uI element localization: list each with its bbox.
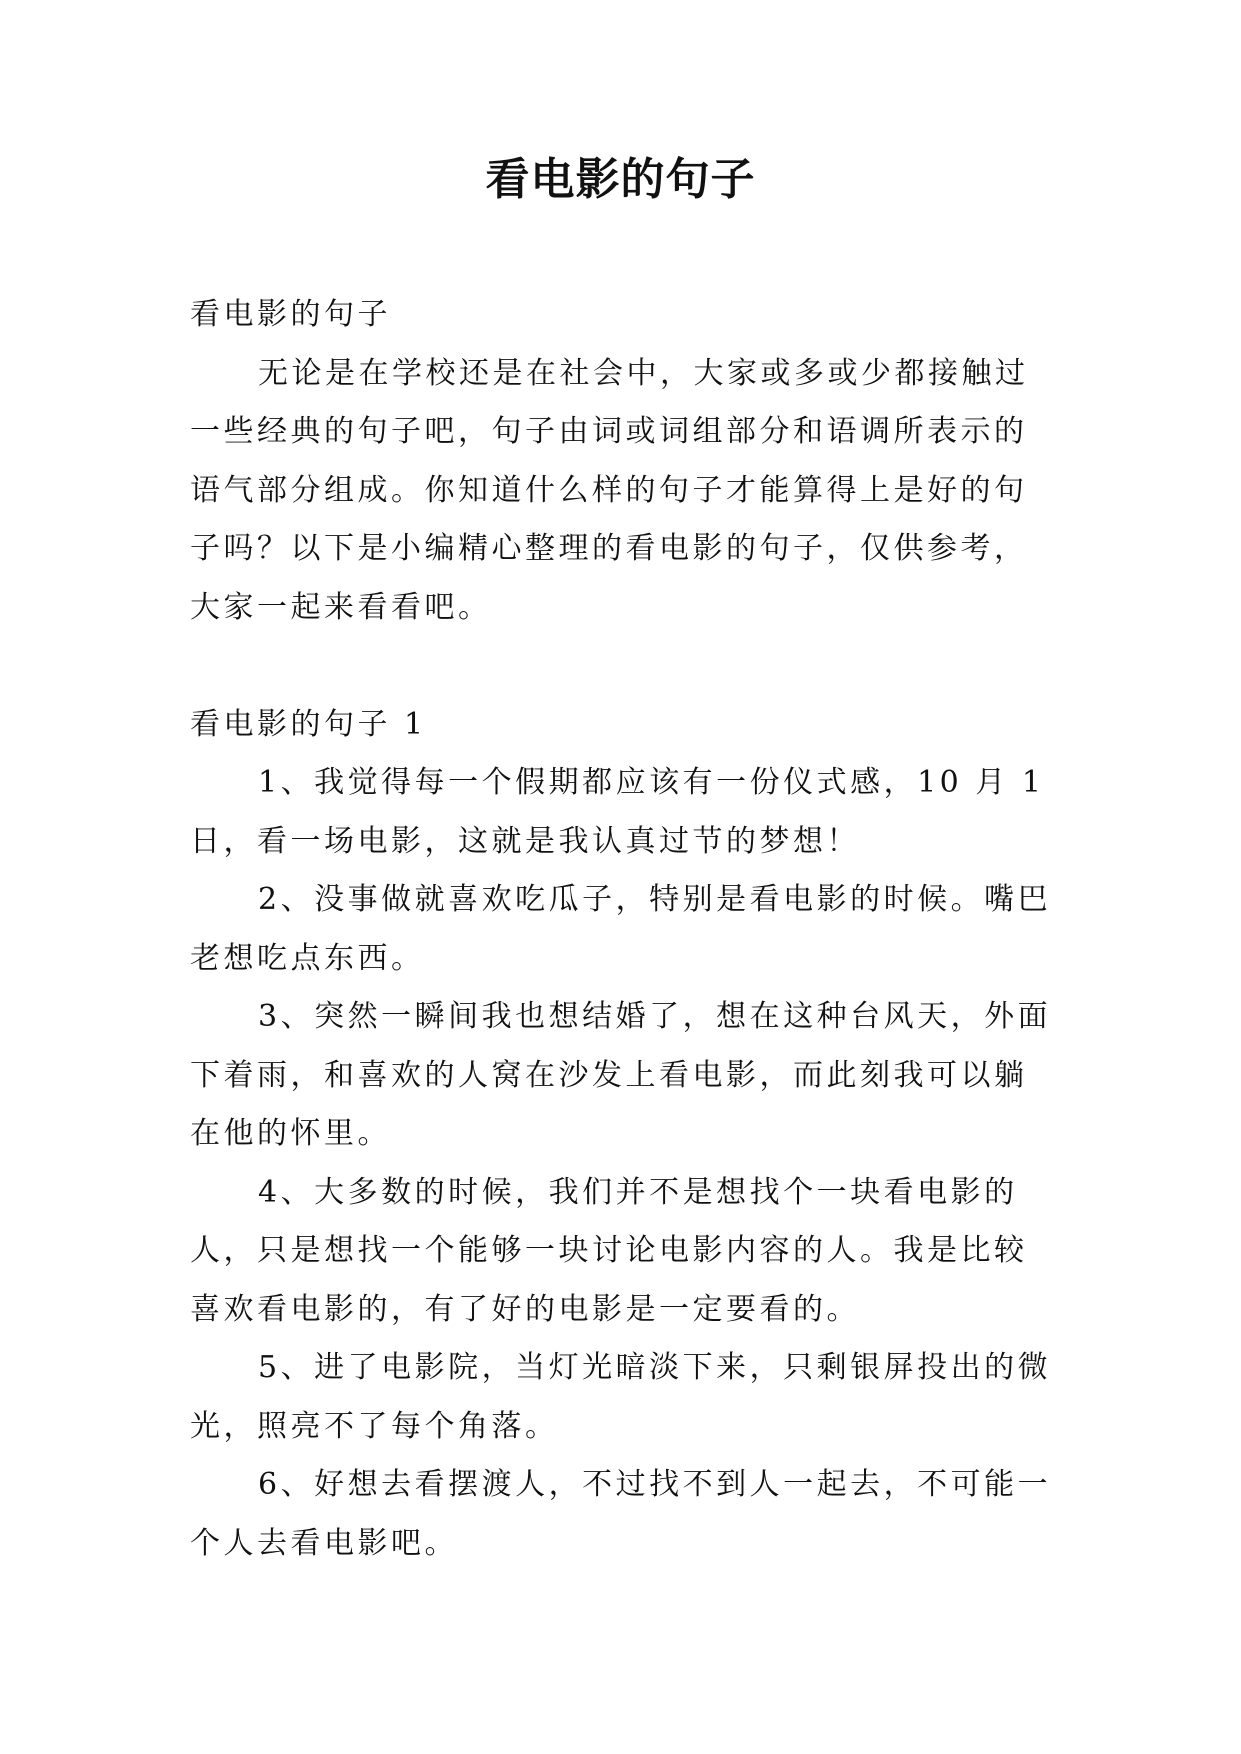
section-heading: 看电影的句子 1 xyxy=(190,706,427,742)
intro-heading: 看电影的句子 xyxy=(190,297,391,332)
intro-paragraph: 无论是在学校还是在社会中，大家或多或少都接触过一些经典的句子吧，句子由词或词组部分和语调所表示的语气部分组成。你知道什么样的句子才能算得上是好的句子吗？以下是小编精心整理的看电影的句子，仅供参考，大家一起来看看吧。 xyxy=(190,355,1029,625)
sentence-item: 5、进了电影院，当灯光暗淡下来，只剩银屏投出的微光，照亮不了每个角落。 xyxy=(190,1350,1052,1444)
sentence-item: 3、突然一瞬间我也想结婚了，想在这种台风天，外面下着雨，和喜欢的人窝在沙发上看电影，而此刻我可以躺在他的怀里。 xyxy=(190,999,1052,1151)
document-title: 看电影的句子 xyxy=(485,154,756,205)
sentence-item: 6、好想去看摆渡人，不过找不到人一起去，不可能一个人去看电影吧。 xyxy=(190,1467,1052,1561)
sentence-item: 2、没事做就喜欢吃瓜子，特别是看电影的时候。嘴巴老想吃点东西。 xyxy=(190,882,1052,976)
sentence-item: 1、我觉得每一个假期都应该有一份仪式感，10 月 1 日，看一场电影，这就是我认真过节的梦想！ xyxy=(190,765,1045,859)
sentence-item: 4、大多数的时候，我们并不是想找个一块看电影的人，只是想找一个能够一块讨论电影内容的人。我是比较喜欢看电影的，有了好的电影是一定要看的。 xyxy=(190,1174,1028,1327)
paragraph-spacer xyxy=(190,637,1052,696)
document-body xyxy=(190,286,1052,1573)
